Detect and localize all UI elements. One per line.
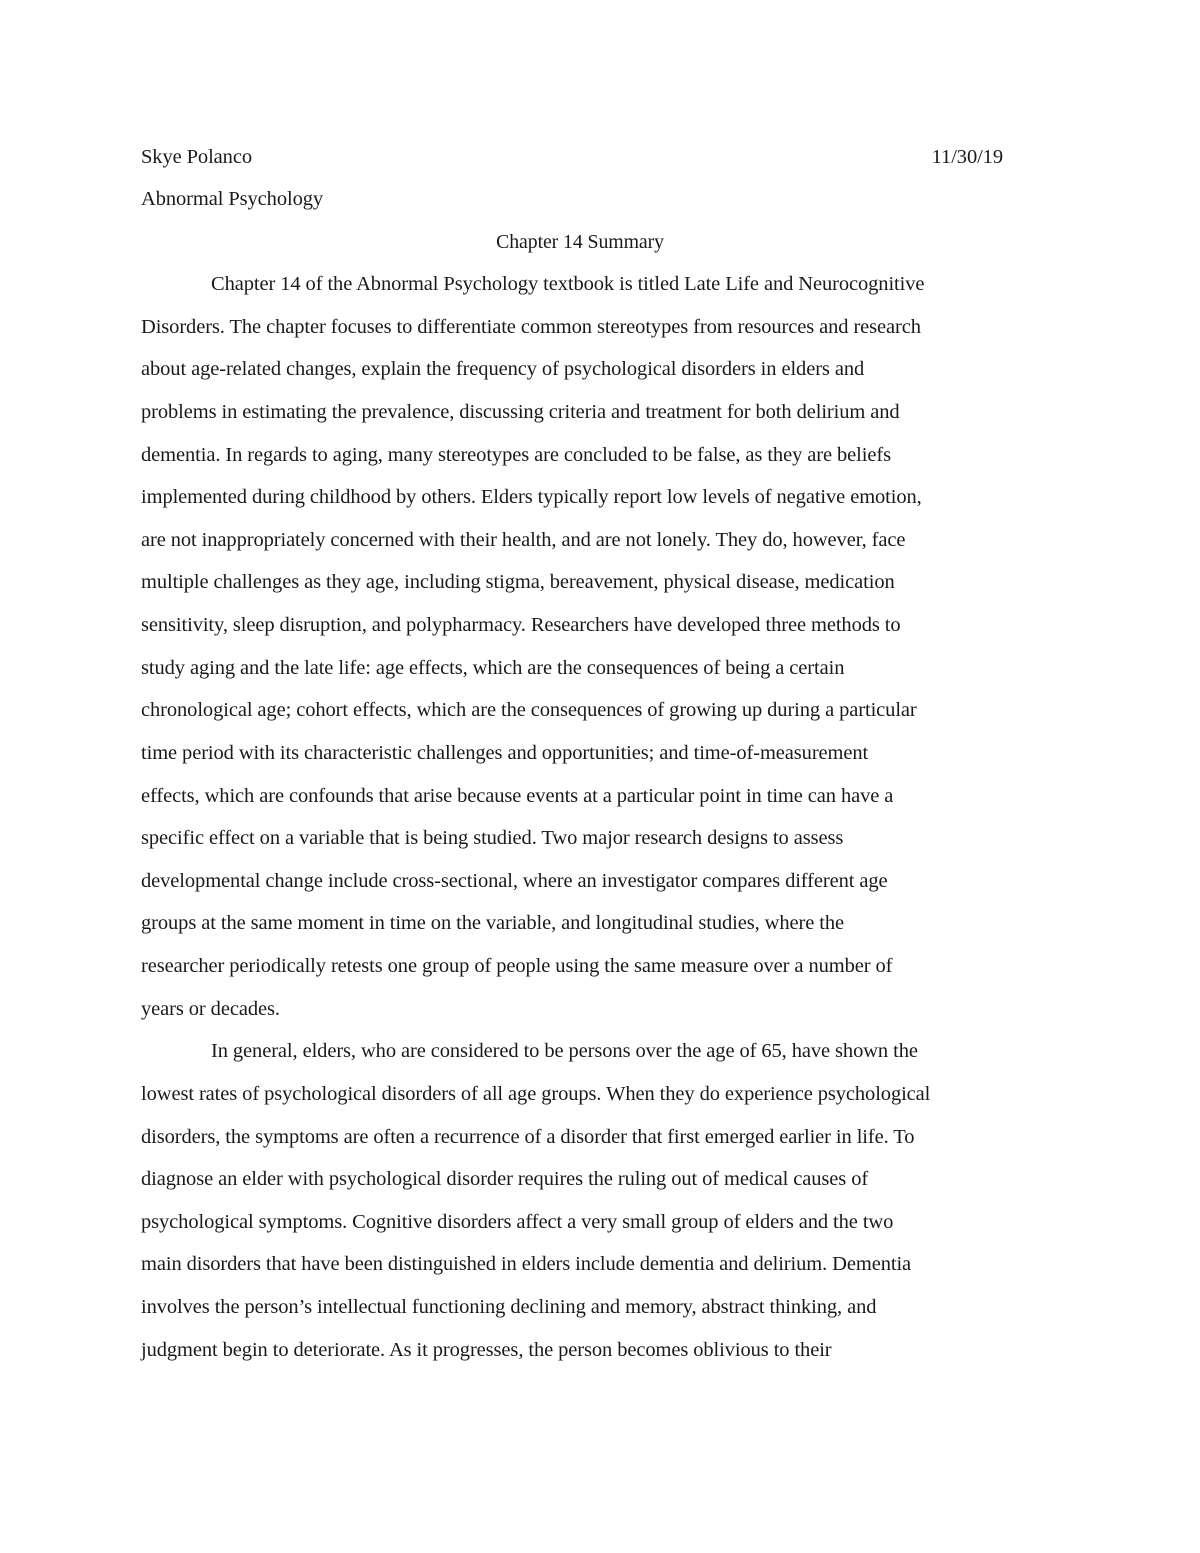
paragraph-line: Disorders. The chapter focuses to differentiate common stereotypes from resources and research [141,316,921,338]
course-name: Abnormal Psychology [141,188,324,210]
paragraph-line: sensitivity, sleep disruption, and polypharmacy. Researchers have developed three methods to [141,614,901,636]
paragraph-line: lowest rates of psychological disorders of all age groups. When they do experience psychological [141,1083,931,1105]
paragraph-line: years or decades. [141,998,280,1020]
paragraph-line: researcher periodically retests one group of people using the same measure over a number of [141,955,893,977]
paragraph-line: are not inappropriately concerned with their health, and are not lonely. They do, however, face [141,529,906,551]
paragraph-line: dementia. In regards to aging, many stereotypes are concluded to be false, as they are beliefs [141,444,891,466]
paragraph-line: specific effect on a variable that is being studied. Two major research designs to assess [141,827,844,849]
paragraph-line: Chapter 14 of the Abnormal Psychology textbook is titled Late Life and Neurocognitive [211,273,925,295]
paragraph-line: problems in estimating the prevalence, discussing criteria and treatment for both delirium and [141,401,900,423]
paragraph-line: psychological symptoms. Cognitive disorders affect a very small group of elders and the two [141,1211,894,1233]
paragraph-line: implemented during childhood by others. Elders typically report low levels of negative emotion, [141,486,922,508]
paragraph-line: effects, which are confounds that arise because events at a particular point in time can have a [141,785,894,807]
paragraph-line: about age-related changes, explain the frequency of psychological disorders in elders and [141,358,865,380]
paragraph-line: main disorders that have been distinguished in elders include dementia and delirium. Dementia [141,1253,912,1275]
paragraph-line: study aging and the late life: age effects, which are the consequences of being a certain [141,657,845,679]
paragraph-line: chronological age; cohort effects, which are the consequences of growing up during a particular [141,699,917,721]
document-date: 11/30/19 [931,146,1003,168]
paragraph-line: multiple challenges as they age, including stigma, bereavement, physical disease, medication [141,571,895,593]
paragraph-line: developmental change include cross-sectional, where an investigator compares different age [141,870,888,892]
paragraph-line: judgment begin to deteriorate. As it progresses, the person becomes oblivious to their [141,1339,832,1361]
paragraph-line: diagnose an elder with psychological disorder requires the ruling out of medical causes of [141,1168,869,1190]
paragraph-line: groups at the same moment in time on the variable, and longitudinal studies, where the [141,912,845,934]
paragraph-line: involves the person’s intellectual functioning declining and memory, abstract thinking, and [141,1296,877,1318]
document-title: Chapter 14 Summary [496,231,664,253]
paragraph-line: In general, elders, who are considered to be persons over the age of 65, have shown the [211,1040,918,1062]
paragraph-line: disorders, the symptoms are often a recurrence of a disorder that first emerged earlier in life. To [141,1126,915,1148]
author-name: Skye Polanco [141,146,252,168]
paragraph-line: time period with its characteristic challenges and opportunities; and time-of-measurement [141,742,869,764]
